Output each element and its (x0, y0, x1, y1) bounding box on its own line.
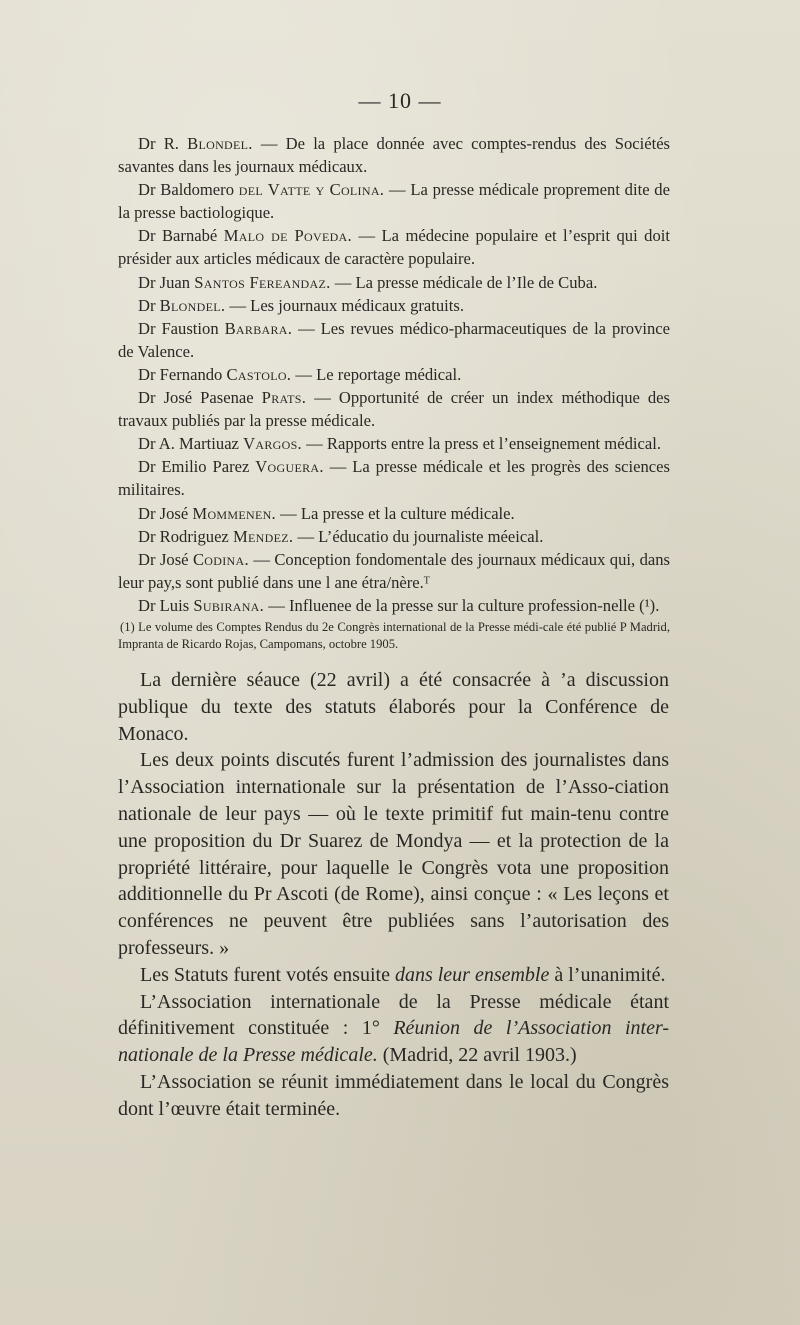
reference-title: — Le reportage médical. (295, 364, 462, 384)
author-title: Dr (138, 388, 156, 408)
author-name: Juan (159, 272, 191, 292)
reference-entry (118, 525, 670, 548)
author-surname: Codina. (192, 549, 249, 569)
author-name: Fernando (159, 364, 223, 384)
author-surname: del Vatte y Colina. (238, 180, 385, 200)
reference-title: — Rapports entre la press et l’enseignement médical. (306, 434, 661, 454)
author-surname: Malo de Poveda. (223, 226, 352, 246)
author-title: Dr (138, 457, 156, 477)
paragraph-text: L’Association internationale de la Presse médicale étant définitivement constituée : 1° (118, 990, 669, 1040)
author-surname: Blondel. (159, 295, 226, 315)
reference-title: — La presse et la culture médicale. (280, 503, 515, 523)
paragraph-text: Les Statuts furent votés ensuite (140, 963, 395, 986)
reference-entry (118, 502, 670, 525)
author-title: Dr (138, 295, 156, 315)
author-title: Dr (138, 526, 156, 546)
footnote: (1) Le volume des Comptes Rendus du 2e Congrès international de la Presse médi-cale été publié P Madrid, Impranta de Ricardo Rojas, Campomans, octobre 1905. (118, 619, 670, 652)
author-surname: Subirana. (193, 595, 265, 615)
reference-entry (118, 224, 670, 270)
reference-title: — La presse médicale de l’Ile de Cuba. (334, 272, 598, 292)
reference-entry (118, 178, 670, 224)
author-title: Dr (138, 226, 156, 246)
author-title: Dr (138, 134, 156, 153)
author-name: Baldomero (160, 180, 234, 200)
author-surname: Prats. (261, 388, 307, 408)
author-title: Dr (138, 272, 156, 292)
author-title: Dr (138, 595, 156, 615)
body-paragraph (118, 667, 669, 747)
reference-entry (118, 548, 670, 594)
author-title: Dr (138, 549, 156, 569)
author-name: Rodriguez (159, 526, 229, 546)
body-paragraph (118, 747, 669, 961)
author-surname: Mommenen. (192, 503, 277, 523)
reference-entry (118, 386, 670, 432)
author-surname: Voguera. (255, 457, 324, 477)
reference-list (118, 132, 670, 654)
reference-title: — Les revues médico-pharmaceutiques de la province de Valence. (118, 318, 671, 361)
reference-title: — La presse médicale et les progrès des sciences militaires. (118, 457, 670, 500)
author-name: Luis (159, 595, 190, 615)
paragraph-text: La dernière séauce (22 avril) a été consacrée à ’a discussion publique du texte des statuts élaborés pour la Conférence de Monaco. (118, 669, 669, 745)
reference-title: — La médecine populaire et l’esprit qui doit présider aux articles médicaux de caractère populaire. (118, 226, 670, 269)
paragraph-text: Les deux points discutés furent l’admission des journalistes dans l’Association internationale sur la présentation de l’Asso-ciation nationale de leur pays — où le texte primitif fut main-tenu contre une proposition du Dr Suarez de Mondya — et la protection de la propriété littéraire, pour laquelle le Congrès vota une proposition additionnelle du Pr Ascoti (de Rome), ainsi conçue : « Les leçons et conférences ne peuvent être publiées sans l’autorisation des professeurs. » (118, 749, 669, 959)
reference-entry (118, 455, 670, 501)
page-number: — 10 — (358, 88, 442, 113)
reference-entry (118, 317, 670, 363)
reference-title: — La presse médicale proprement dite de la presse bactiologique. (118, 180, 670, 223)
author-name: Faustion (161, 318, 219, 338)
author-name: José (159, 549, 189, 569)
author-title: Dr (138, 180, 156, 200)
author-title: Dr (138, 364, 156, 384)
reference-entry (118, 432, 670, 455)
reference-entry (118, 363, 670, 386)
reference-title: — Les journaux médicaux gratuits. (229, 295, 464, 315)
author-surname: Blondel. (187, 134, 253, 153)
author-title: Dr (138, 503, 156, 523)
author-surname: Barbara. (224, 318, 293, 338)
author-name: A. Martiuaz (158, 434, 239, 454)
body-text (118, 667, 669, 1123)
reference-title: — Influenee de la presse sur la culture profession-nelle (¹). (268, 595, 660, 615)
author-name: José (159, 503, 189, 523)
body-paragraph (118, 989, 669, 1069)
reference-entry (118, 271, 670, 294)
reference-title: — De la place donnée avec comptes-rendus des Sociétés savantes dans les journaux médicaux. (118, 134, 671, 177)
paragraph-text: (Madrid, 22 avril 1903.) (377, 1044, 577, 1067)
author-name: José Pasenae (163, 388, 254, 408)
italic-text: dans leur ensemble (394, 963, 550, 986)
body-paragraph (118, 962, 669, 989)
reference-title: — Conception fondomentale des journaux médicaux qui, dans leur pay,s sont publié dans une l ane étra/nère.ᵀ (118, 549, 670, 592)
reference-title: — L’éducatio du journaliste méeical. (297, 526, 544, 546)
reference-title: — Opportunité de créer un index méthodique des travaux publiés par la presse médicale. (118, 388, 671, 431)
reference-entry (118, 294, 670, 317)
reference-entry (118, 594, 670, 617)
author-title: Dr (138, 318, 156, 338)
body-paragraph (118, 1069, 669, 1123)
author-name: R. (163, 134, 179, 153)
paragraph-text: L’Association se réunit immédiatement dans le local du Congrès dont l’œuvre était terminée. (118, 1070, 669, 1120)
author-surname: Castolo. (226, 364, 292, 384)
author-surname: Vargos. (243, 434, 303, 454)
author-name: Emilio Parez (161, 457, 250, 477)
author-name: Barnabé (161, 226, 218, 246)
italic-text: Réunion de l’Association inter-nationale de la Presse médicale. (118, 1017, 669, 1067)
author-surname: Santos Fereandaz. (194, 272, 331, 292)
author-surname: Mendez. (232, 526, 294, 546)
author-title: Dr (138, 434, 156, 454)
reference-entry (118, 132, 670, 178)
paragraph-text: à l’unanimité. (549, 963, 666, 986)
